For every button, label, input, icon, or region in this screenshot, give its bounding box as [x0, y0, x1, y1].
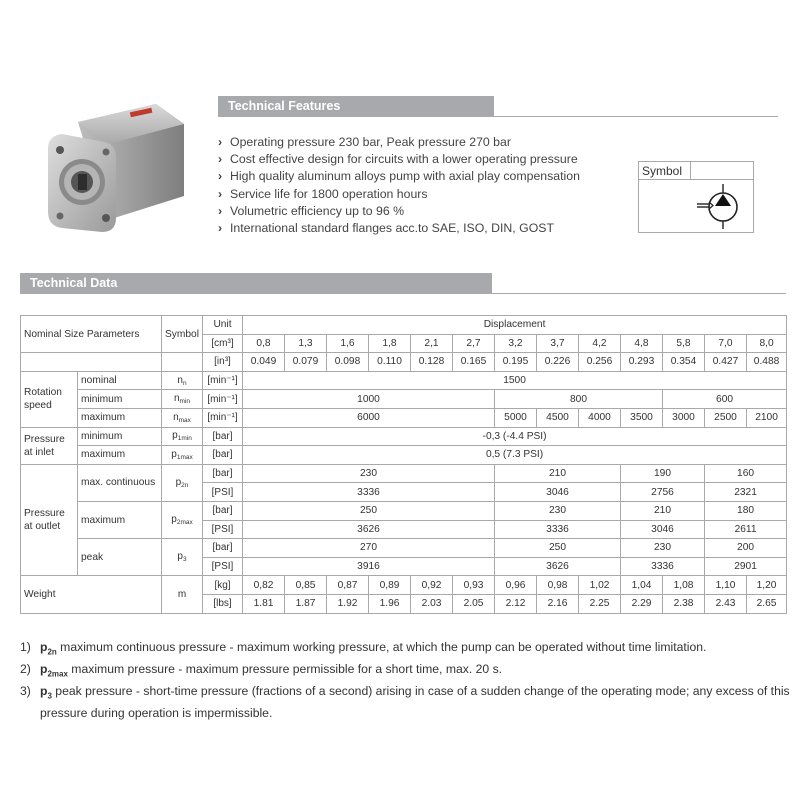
kg-cell: 1,02: [579, 576, 621, 595]
value-cell: 4500: [537, 408, 579, 427]
cm3-cell: 8,0: [747, 334, 787, 353]
footnote-number: 3): [20, 683, 31, 698]
kg-cell: 0,93: [453, 576, 495, 595]
row-label: nominal: [78, 371, 162, 390]
cm3-cell: 3,2: [495, 334, 537, 353]
lbs-cell: 2.03: [411, 594, 453, 613]
kg-cell: 0,89: [369, 576, 411, 595]
technical-data-title: Technical Data: [30, 276, 118, 290]
feature-text: High quality aluminum alloys pump with axial play compensation: [230, 169, 580, 184]
technical-data-table: [20, 315, 787, 614]
kg-cell: 0,85: [285, 576, 327, 595]
unit-cell: [bar]: [203, 501, 243, 520]
in3-cell: 0.427: [705, 353, 747, 372]
bullet-marker: ›: [218, 186, 223, 201]
cm3-cell: 1,3: [285, 334, 327, 353]
symbol-cell: $n_n$: [162, 371, 203, 390]
bullet-marker: ›: [218, 221, 223, 236]
footnote-symbol: $p_{2n}$: [40, 640, 57, 657]
value-cell: 270: [243, 539, 495, 558]
value-cell: 250: [495, 539, 621, 558]
inlet-group-label: Pressure at inlet: [21, 427, 78, 464]
in3-cell: 0.098: [327, 353, 369, 372]
value-cell: 180: [705, 501, 787, 520]
value-cell: 3336: [243, 483, 495, 502]
cm3-cell: 2,7: [453, 334, 495, 353]
unit-cell: [bar]: [203, 446, 243, 465]
value-cell: 230: [621, 539, 705, 558]
in3-cell: 0.110: [369, 353, 411, 372]
value-cell: 600: [663, 390, 787, 409]
cm3-cell: 1,8: [369, 334, 411, 353]
value-cell: 250: [243, 501, 495, 520]
value-cell: 2321: [705, 483, 787, 502]
in3-cell: 0.226: [537, 353, 579, 372]
lbs-cell: 1.92: [327, 594, 369, 613]
value-cell: 5000: [495, 408, 537, 427]
value-cell: 3336: [495, 520, 621, 539]
feature-item: [218, 134, 580, 151]
value-cell: 160: [705, 464, 787, 483]
symbol-cell: $p_{2n}$: [162, 464, 203, 501]
hydraulic-symbol-box: [638, 161, 754, 233]
symbol-cell: $p_{1max}$: [162, 446, 203, 465]
kg-cell: 0,98: [537, 576, 579, 595]
cm3-cell: 4,8: [621, 334, 663, 353]
feature-item: [218, 186, 580, 203]
footnote-text: maximum continuous pressure - maximum working pressure, at which the pump can be operated without time limitation.: [56, 640, 707, 654]
feature-text: Service life for 1800 operation hours: [230, 186, 428, 201]
rotation-nominal-row: [21, 371, 787, 390]
value-cell: 3336: [621, 557, 705, 576]
table-header-row: [21, 316, 787, 335]
cm3-cell: 4,2: [579, 334, 621, 353]
value-cell: 210: [621, 501, 705, 520]
footnote-symbol: $p_{2max}$: [40, 661, 68, 679]
footnotes: [20, 639, 790, 722]
heading-rule: [20, 293, 786, 294]
in3-cell: 0.256: [579, 353, 621, 372]
row-label: maximum: [78, 408, 162, 427]
pump-product-image: [38, 100, 188, 240]
heading-rule: [218, 116, 778, 117]
in3-cell: 0.293: [621, 353, 663, 372]
feature-item: [218, 151, 580, 168]
lbs-cell: 2.25: [579, 594, 621, 613]
row-label: minimum: [78, 427, 162, 446]
value-cell: 230: [495, 501, 621, 520]
cm3-cell: 2,1: [411, 334, 453, 353]
in3-cell: 0.488: [747, 353, 787, 372]
in3-cell: 0.165: [453, 353, 495, 372]
value-cell: 3626: [495, 557, 621, 576]
inlet-minimum-row: [21, 427, 787, 446]
technical-features-heading: [218, 96, 494, 116]
lbs-cell: 2.29: [621, 594, 663, 613]
value-cell: 3916: [243, 557, 495, 576]
outlet-continuous-bar-row: [21, 464, 787, 483]
outlet-peak-bar-row: [21, 539, 787, 558]
value-cell: 1500: [243, 371, 787, 390]
value-cell: 2100: [747, 408, 787, 427]
feature-item: [218, 220, 580, 237]
displacement-in3-row: [21, 353, 787, 372]
lbs-cell: 1.96: [369, 594, 411, 613]
in3-cell: 0.128: [411, 353, 453, 372]
inlet-maximum-row: [21, 446, 787, 465]
lbs-cell: 1.81: [243, 594, 285, 613]
symbol-cell: $n_{max}$: [162, 408, 203, 427]
outlet-group-label: Pressure at outlet: [21, 464, 78, 576]
unit-cell: [kg]: [203, 576, 243, 595]
kg-cell: 1,08: [663, 576, 705, 595]
header-param: Nominal Size Parameters: [21, 316, 162, 353]
value-cell: 800: [495, 390, 663, 409]
footnote: [20, 683, 790, 722]
feature-text: Cost effective design for circuits with a lower operating pressure: [230, 152, 578, 167]
value-cell: 3046: [495, 483, 621, 502]
value-cell: 4000: [579, 408, 621, 427]
lbs-cell: 2.05: [453, 594, 495, 613]
in3-cell: 0.079: [285, 353, 327, 372]
in3-cell: 0.354: [663, 353, 705, 372]
unit-cell: [PSI]: [203, 483, 243, 502]
unit-cell: [PSI]: [203, 520, 243, 539]
row-label: maximum: [78, 446, 162, 465]
header-unit: Unit: [203, 316, 243, 335]
symbol-cell: $p_{1min}$: [162, 427, 203, 446]
header-symbol: Symbol: [162, 316, 203, 353]
cm3-cell: 7,0: [705, 334, 747, 353]
lbs-cell: 1.87: [285, 594, 327, 613]
cm3-cell: 0,8: [243, 334, 285, 353]
value-cell: 0,5 (7.3 PSI): [243, 446, 787, 465]
symbol-cell: $n_{min}$: [162, 390, 203, 409]
footnote-number: 1): [20, 640, 31, 654]
feature-text: Operating pressure 230 bar, Peak pressure 270 bar: [230, 135, 511, 149]
feature-text: Volumetric efficiency up to 96 %: [230, 203, 405, 218]
row-label: maximum: [78, 501, 162, 538]
kg-cell: 1,10: [705, 576, 747, 595]
bullet-marker: ›: [218, 203, 223, 218]
unit-cell: [min⁻¹]: [203, 408, 243, 427]
empty-cell: [162, 353, 203, 372]
header-displacement: Displacement: [243, 316, 787, 335]
cm3-cell: 3,7: [537, 334, 579, 353]
kg-cell: 1,04: [621, 576, 663, 595]
value-cell: 230: [243, 464, 495, 483]
in3-cell: 0.195: [495, 353, 537, 372]
kg-cell: 0,82: [243, 576, 285, 595]
kg-cell: 0,87: [327, 576, 369, 595]
footnote-text: maximum pressure - maximum pressure permissible for a short time, max. 20 s.: [67, 661, 503, 676]
feature-text: International standard flanges acc.to SAE, ISO, DIN, GOST: [230, 221, 554, 236]
value-cell: 210: [495, 464, 621, 483]
feature-item: [218, 168, 580, 185]
value-cell: 2611: [705, 520, 787, 539]
lbs-cell: 2.43: [705, 594, 747, 613]
symbol-cell: $p_3$: [162, 539, 203, 576]
row-label: max. continuous: [78, 464, 162, 501]
value-cell: 3500: [621, 408, 663, 427]
lbs-cell: 2.65: [747, 594, 787, 613]
weight-kg-row: [21, 576, 787, 595]
unit-cell: [bar]: [203, 464, 243, 483]
footnote: [20, 661, 790, 683]
lbs-cell: 2.38: [663, 594, 705, 613]
footnote: [20, 639, 790, 661]
kg-cell: 0,92: [411, 576, 453, 595]
value-cell: 200: [705, 539, 787, 558]
feature-list: [218, 134, 580, 237]
unit-cell: [bar]: [203, 427, 243, 446]
unit-cell: [cm³]: [203, 334, 243, 353]
rotation-minimum-row: [21, 390, 787, 409]
rotation-group-label: Rotation speed: [21, 371, 78, 427]
outlet-maximum-bar-row: [21, 501, 787, 520]
kg-cell: 0,96: [495, 576, 537, 595]
bullet-marker: ›: [218, 169, 223, 184]
lbs-cell: 2.16: [537, 594, 579, 613]
unit-cell: [min⁻¹]: [203, 371, 243, 390]
kg-cell: 1,20: [747, 576, 787, 595]
bullet-marker: ›: [218, 152, 223, 167]
bullet-marker: ›: [218, 135, 223, 149]
in3-cell: 0.049: [243, 353, 285, 372]
footnote-symbol: $p_3$: [40, 683, 52, 701]
symbol-label: Symbol: [639, 162, 691, 180]
row-label: minimum: [78, 390, 162, 409]
technical-data-heading: [20, 273, 492, 293]
value-cell: 6000: [243, 408, 495, 427]
value-cell: 2756: [621, 483, 705, 502]
value-cell: 3000: [663, 408, 705, 427]
unit-cell: [lbs]: [203, 594, 243, 613]
value-cell: 3626: [243, 520, 495, 539]
row-label: peak: [78, 539, 162, 576]
value-cell: 2901: [705, 557, 787, 576]
unit-cell: [in³]: [203, 353, 243, 372]
value-cell: -0,3 (-4.4 PSI): [243, 427, 787, 446]
lbs-cell: 2.12: [495, 594, 537, 613]
weight-label: Weight: [21, 576, 162, 613]
empty-cell: [21, 353, 162, 372]
cm3-cell: 1,6: [327, 334, 369, 353]
symbol-rule: [691, 179, 753, 180]
symbol-cell: m: [162, 576, 203, 613]
value-cell: 190: [621, 464, 705, 483]
value-cell: 2500: [705, 408, 747, 427]
pump-symbol-icon: [689, 182, 751, 230]
value-cell: 1000: [243, 390, 495, 409]
unit-cell: [min⁻¹]: [203, 390, 243, 409]
unit-cell: [bar]: [203, 539, 243, 558]
symbol-cell: $p_{2max}$: [162, 501, 203, 538]
rotation-maximum-row: [21, 408, 787, 427]
unit-cell: [PSI]: [203, 557, 243, 576]
technical-features-title: Technical Features: [228, 99, 341, 113]
footnote-number: 2): [20, 661, 31, 676]
cm3-cell: 5,8: [663, 334, 705, 353]
footnote-text: peak pressure - short-time pressure (fractions of a second) arising in case of a sudden change of the operating mode; any excess of this pressure during operation is impermissible.: [40, 683, 790, 720]
value-cell: 3046: [621, 520, 705, 539]
feature-item: [218, 203, 580, 220]
